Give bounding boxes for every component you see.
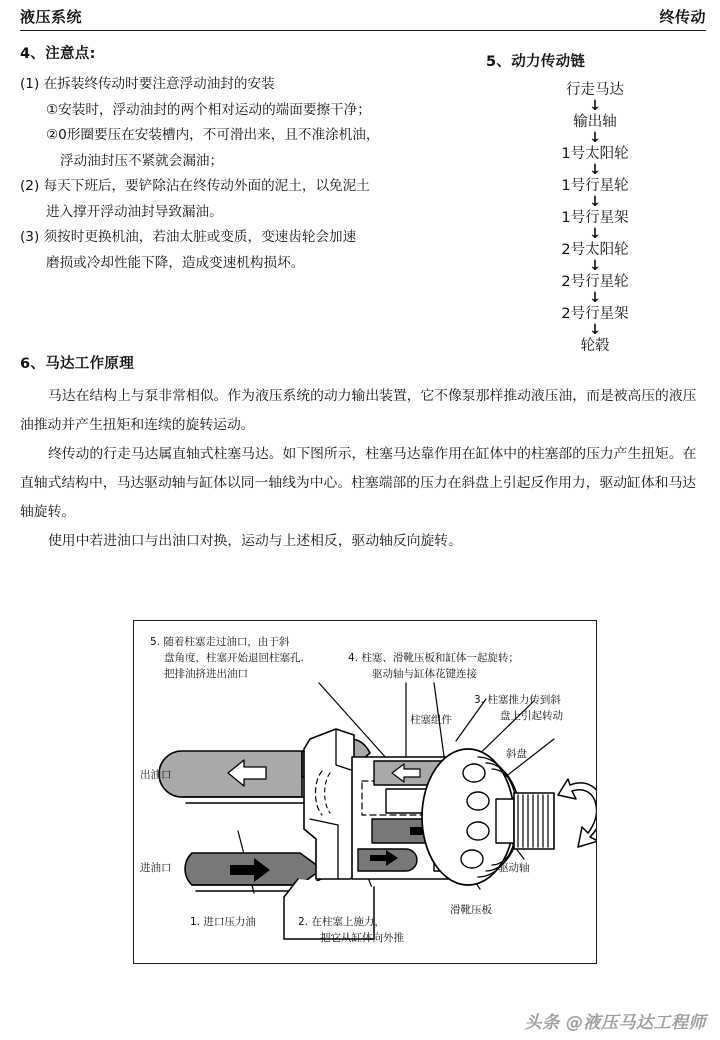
figure-label-drive-shaft: 驱动轴 [498, 862, 530, 874]
chain-node-6: 2号行星轮 [561, 274, 629, 290]
note-item-1: (1) 在拆装终传动时要注意浮动油封的安装 [20, 76, 275, 92]
chain-node-7: 2号行星架 [561, 306, 629, 322]
piston-motor-diagram [133, 620, 597, 964]
figure-note-3-line-1: 3. 柱塞推力传到斜 [474, 694, 561, 706]
drive-shaft [496, 793, 554, 849]
note-item-3-cont: 磨损或冷却性能下降，造成变速机构损坏。 [46, 254, 305, 271]
figure-note-2-line-2: 把它从缸体向外推 [320, 932, 404, 944]
note-item-1b-cont: 浮动油封压不紧就会漏油； [60, 152, 224, 169]
section-5-heading: 5、动力传动链 [486, 54, 586, 70]
figure-label-swash-plate: 斜盘 [506, 748, 527, 760]
watermark: 头条 @液压马达工程师 [524, 1013, 706, 1033]
chain-node-5: 2号太阳轮 [561, 242, 629, 258]
figure-label-piston-assembly: 柱塞组件 [410, 714, 452, 726]
chain-arrow-icon: ↓ [589, 226, 601, 242]
section-6-paragraph-2: 终传动的行走马达属直轴式柱塞马达。如下图所示，柱塞马达靠作用在缸体中的柱塞部的压力产生扭矩。在直轴式结构中，马达驱动轴与缸体以同一轴线为中心。柱塞端部的压力在斜盘上引起反作用力，驱动缸体和马达轴旋转。 [20, 446, 697, 520]
chain-arrow-icon: ↓ [589, 98, 601, 114]
figure-note-5-line-1: 5. 随着柱塞走过油口，由于斜 [150, 636, 290, 648]
chain-arrow-icon: ↓ [589, 194, 601, 210]
section-6-paragraph-3: 使用中若进油口与出油口对换，运动与上述相反，驱动轴反向旋转。 [48, 533, 462, 549]
figure-note-2-line-1: 2. 在柱塞上施力， [298, 916, 385, 928]
header-divider [20, 30, 706, 31]
note-item-3: (3) 须按时更换机油，若油太脏或变质，变速齿轮会加速 [20, 229, 357, 245]
chain-node-1: 输出轴 [573, 114, 617, 130]
rotation-arrow-icon [558, 779, 596, 847]
figure-note-1: 1. 进口压力油 [190, 916, 256, 928]
chain-arrow-icon: ↓ [589, 290, 601, 306]
figure-note-4-line-1: 4. 柱塞、滑靴压板和缸体一起旋转； [348, 652, 519, 664]
note-item-1b: ②0形圈要压在安装槽内，不可滑出来，且不准涂机油， [46, 127, 380, 143]
figure-label-shoe-plate: 滑靴压板 [450, 904, 492, 916]
figure-note-3-line-2: 盘上引起转动 [500, 710, 563, 722]
power-chain-list [484, 81, 706, 356]
figure-note-5-line-2: 盘角度，柱塞开始退回柱塞孔. [164, 652, 304, 664]
section-5-power-chain [478, 50, 706, 356]
chain-node-3: 1号行星轮 [561, 178, 629, 194]
figure-label-inlet-port: 进油口 [140, 862, 172, 874]
note-item-2: (2) 每天下班后，要铲除沾在终传动外面的泥土，以免泥土 [20, 178, 370, 194]
section-4-heading: 4、注意点: [20, 46, 96, 62]
figure-label-outlet-port: 出油口 [140, 769, 172, 781]
chain-arrow-icon: ↓ [589, 162, 601, 178]
note-item-1a: ①安装时，浮动油封的两个相对运动的端面要擦干净； [46, 101, 371, 118]
header-right-title: 终传动 [659, 8, 706, 26]
section-4-notes [20, 42, 472, 276]
note-item-2-cont: 进入撑开浮动油封导致漏油。 [46, 203, 223, 220]
section-6-paragraph-1: 马达在结构上与泵非常相似。作为液压系统的动力输出装置，它不像泵那样推动液压油，而是被高压的液压油推动并产生扭矩和连续的旋转运动。 [20, 388, 697, 433]
chain-node-0: 行走马达 [566, 82, 624, 98]
chain-arrow-icon: ↓ [589, 130, 601, 146]
chain-arrow-icon: ↓ [589, 258, 601, 274]
figure-note-4-line-2: 驱动轴与缸体花键连接 [372, 668, 477, 680]
chain-node-8: 轮毂 [580, 338, 610, 354]
section-6-heading: 6、马达工作原理 [20, 356, 134, 372]
page-header [20, 6, 706, 32]
header-left-title: 液压系统 [20, 8, 83, 26]
chain-arrow-icon: ↓ [589, 322, 601, 338]
section-6-motor-principle [20, 352, 706, 556]
figure-note-5-line-3: 把排油挤进出油口 [164, 668, 248, 680]
chain-node-2: 1号太阳轮 [561, 146, 629, 162]
chain-node-4: 1号行星架 [561, 210, 629, 226]
